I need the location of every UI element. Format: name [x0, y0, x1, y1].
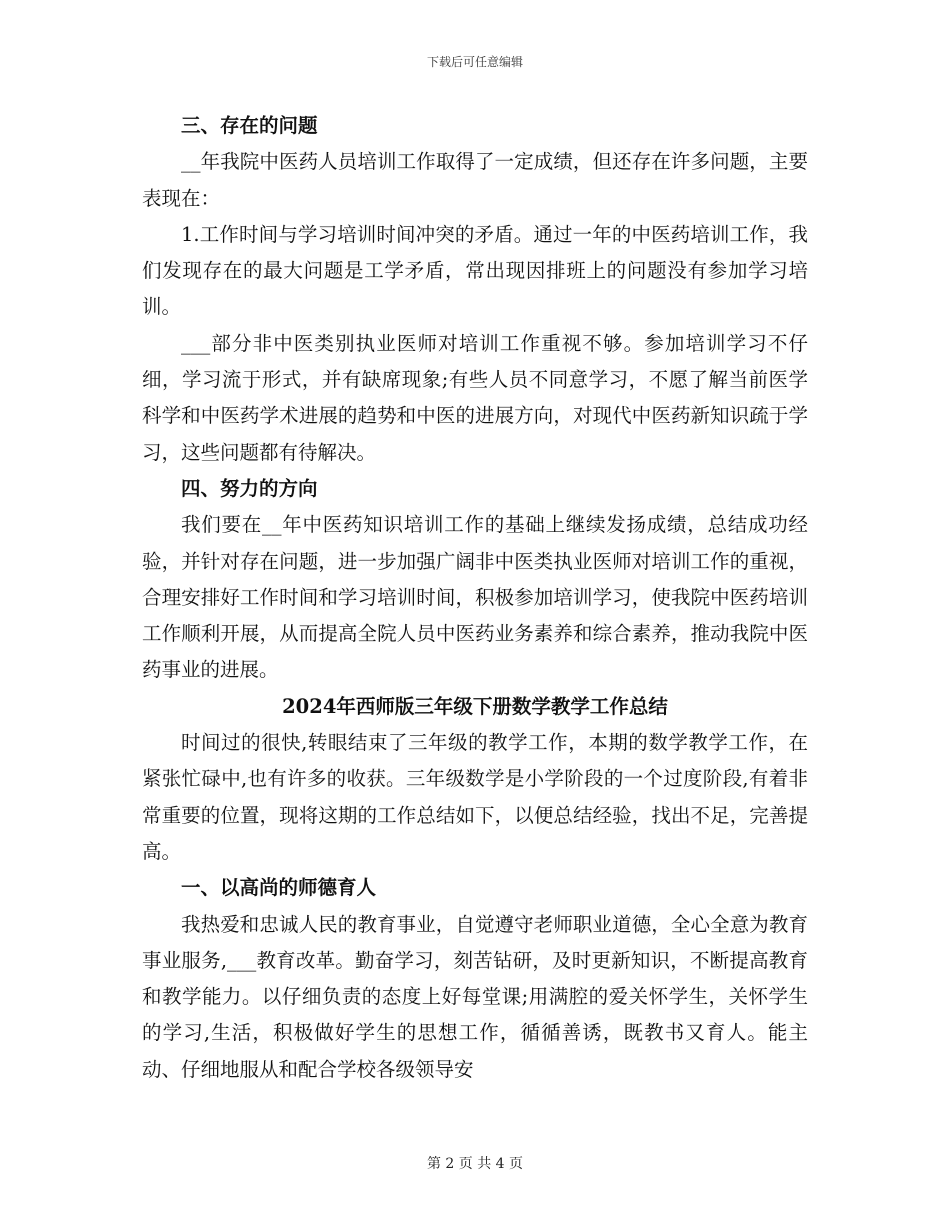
document-title: 2024年西师版三年级下册数学教学工作总结 — [282, 694, 668, 718]
page-header-note: 下载后可任意编辑 — [426, 55, 523, 69]
paragraph: 1.工作时间与学习培训时间冲突的矛盾。通过一年的中医药培训工作，我们发现存在的最大问题是工学矛盾，常出现因排班上的问题没有参加学习培训。 — [142, 222, 808, 319]
paragraph: ___部分非中医类别执业医师对培训工作重视不够。参加培训学习不仔细，学习流于形式，并有缺席现象;有些人员不同意学习，不愿了解当前医学科学和中医药学术进展的趋势和中医的进展方向，对现代中医药新知识疏于学习，这些问题都有待解决。 — [142, 331, 808, 464]
paragraph: 我热爱和忠诚人民的教育事业，自觉遵守老师职业道德，全心全意为教育事业服务,___教育改革。勤奋学习，刻苦钻研，及时更新知识，不断提高教育和教学能力。以仔细负责的态度上好每堂课;用满腔的爱关怀学生，关怀学生的学习,生活，积极做好学生的思想工作，循循善诱，既教书又育人。能主动、仔细地服从和配合学校各级领导安 — [142, 912, 808, 1081]
paragraph: 我们要在__年中医药知识培训工作的基础上继续发扬成绩，总结成功经验，并针对存在问题，进一步加强广阔非中医类执业医师对培训工作的重视，合理安排好工作时间和学习培训时间，积极参加培训学习，使我院中医药培训工作顺利开展，从而提高全院人员中医药业务素养和综合素养，推动我院中医药事业的进展。 — [142, 513, 808, 682]
section-heading-problems: 三、存在的问题 — [181, 114, 318, 137]
page-number: 第 2 页 共 4 页 — [426, 1156, 524, 1172]
paragraph: __年我院中医药人员培训工作取得了一定成绩，但还存在许多问题，主要表现在： — [142, 150, 808, 210]
section-heading-direction: 四、努力的方向 — [181, 476, 318, 500]
paragraph: 时间过的很快,转眼结束了三年级的教学工作，本期的数学教学工作，在紧张忙碌中,也有许多的收获。三年级数学是小学阶段的一个过度阶段,有着非常重要的位置，现将这期的工作总结如下，以便总结经验，找出不足，完善提高。 — [142, 731, 808, 863]
document-body — [142, 108, 808, 1088]
section-heading-ethics: 一、以高尚的师德育人 — [181, 876, 377, 900]
